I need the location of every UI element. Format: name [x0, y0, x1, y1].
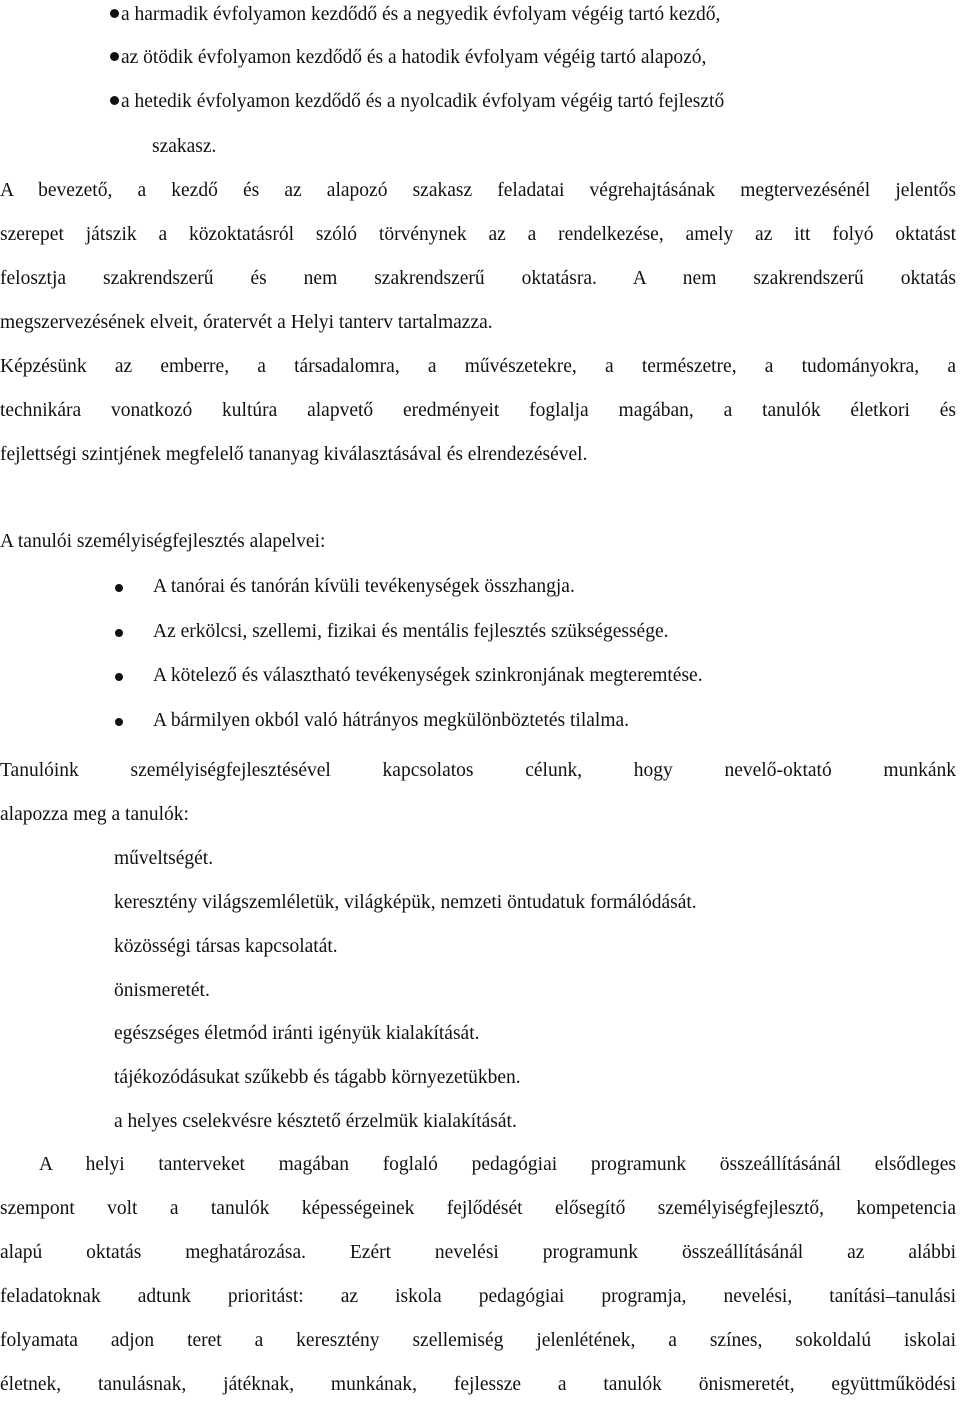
bullet-icon	[115, 584, 123, 592]
paragraph-line: felosztja szakrendszerű és nem szakrendszerű oktatásra. A nem szakrendszerű oktatás	[0, 268, 956, 289]
goal-item: keresztény világszemléletük, világképük, nemzeti öntudatuk formálódását.	[114, 892, 697, 913]
bullet-icon	[115, 718, 123, 726]
paragraph-line: A bevezető, a kezdő és az alapozó szakasz feladatai végrehajtásának megtervezésénél jelentős	[0, 180, 956, 201]
paragraph-line: folyamata adjon teret a keresztény szellemiség jelenlétének, a színes, sokoldalú iskolai	[0, 1330, 956, 1351]
goal-item: tájékozódásukat szűkebb és tágabb környezetükben.	[114, 1067, 521, 1088]
bullet-icon	[110, 52, 119, 61]
goal-item: a helyes cselekvésre késztető érzelmük kialakítását.	[114, 1111, 517, 1132]
stage-text: a harmadik évfolyamon kezdődő és a negyedik évfolyam végéig tartó kezdő,	[121, 4, 721, 25]
goal-item: egészséges életmód iránti igényük kialakítását.	[114, 1023, 480, 1044]
stage-list-item	[110, 91, 724, 113]
bullet-icon	[115, 629, 123, 637]
bullet-icon	[110, 96, 119, 105]
principle-item: A kötelező és választható tevékenységek szinkronjának megteremtése.	[153, 665, 703, 686]
paragraph-line: megszervezésének elveit, óratervét a Helyi tanterv tartalmazza.	[0, 312, 493, 333]
paragraph-line: fejlettségi szintjének megfelelő tananyag kiválasztásával és elrendezésével.	[0, 444, 588, 465]
goal-item: közösségi társas kapcsolatát.	[114, 936, 338, 957]
paragraph-line: szerepet játszik a közoktatásról szóló törvénynek az a rendelkezése, amely az itt folyó oktatást	[0, 224, 956, 245]
paragraph-line: Tanulóink személyiségfejlesztésével kapcsolatos célunk, hogy nevelő-oktató munkánk	[0, 760, 956, 781]
paragraph-line: szempont volt a tanulók képességeinek fejlődését elősegítő személyiségfejlesztő, kompetencia	[0, 1198, 956, 1219]
principle-item: Az erkölcsi, szellemi, fizikai és mentális fejlesztés szükségessége.	[153, 621, 669, 642]
goal-item: önismeretét.	[114, 980, 210, 1001]
stage-list-continuation: szakasz.	[152, 136, 217, 157]
paragraph-line: alapú oktatás meghatározása. Ezért nevelési programunk összeállításánál az alábbi	[0, 1242, 956, 1263]
principle-item: A tanórai és tanórán kívüli tevékenységek összhangja.	[153, 576, 575, 597]
goal-item: műveltségét.	[114, 848, 214, 869]
paragraph-line: technikára vonatkozó kultúra alapvető eredményeit foglalja magában, a tanulók életkori és	[0, 400, 956, 421]
paragraph-line: életnek, tanulásnak, játéknak, munkának, fejlessze a tanulók önismeretét, együttműködési	[0, 1374, 956, 1395]
stage-list-item	[110, 47, 706, 69]
stage-list-item	[110, 4, 720, 26]
bullet-icon	[110, 9, 119, 18]
paragraph-line: feladatoknak adtunk prioritást: az iskola pedagógiai programja, nevelési, tanítási–tanulási	[0, 1286, 956, 1307]
stage-text: a hetedik évfolyamon kezdődő és a nyolcadik évfolyam végéig tartó fejlesztő	[121, 91, 725, 112]
paragraph-line: A helyi tanterveket magában foglaló pedagógiai programunk összeállításánál elsődleges	[39, 1154, 956, 1175]
paragraph-line: Képzésünk az emberre, a társadalomra, a művészetekre, a természetre, a tudományokra, a	[0, 356, 956, 377]
principle-item: A bármilyen okból való hátrányos megkülönböztetés tilalma.	[153, 710, 630, 731]
paragraph-line: alapozza meg a tanulók:	[0, 804, 189, 825]
stage-text: az ötödik évfolyamon kezdődő és a hatodik évfolyam végéig tartó alapozó,	[121, 47, 707, 68]
section-heading: A tanulói személyiségfejlesztés alapelvei:	[0, 531, 326, 552]
bullet-icon	[115, 673, 123, 681]
